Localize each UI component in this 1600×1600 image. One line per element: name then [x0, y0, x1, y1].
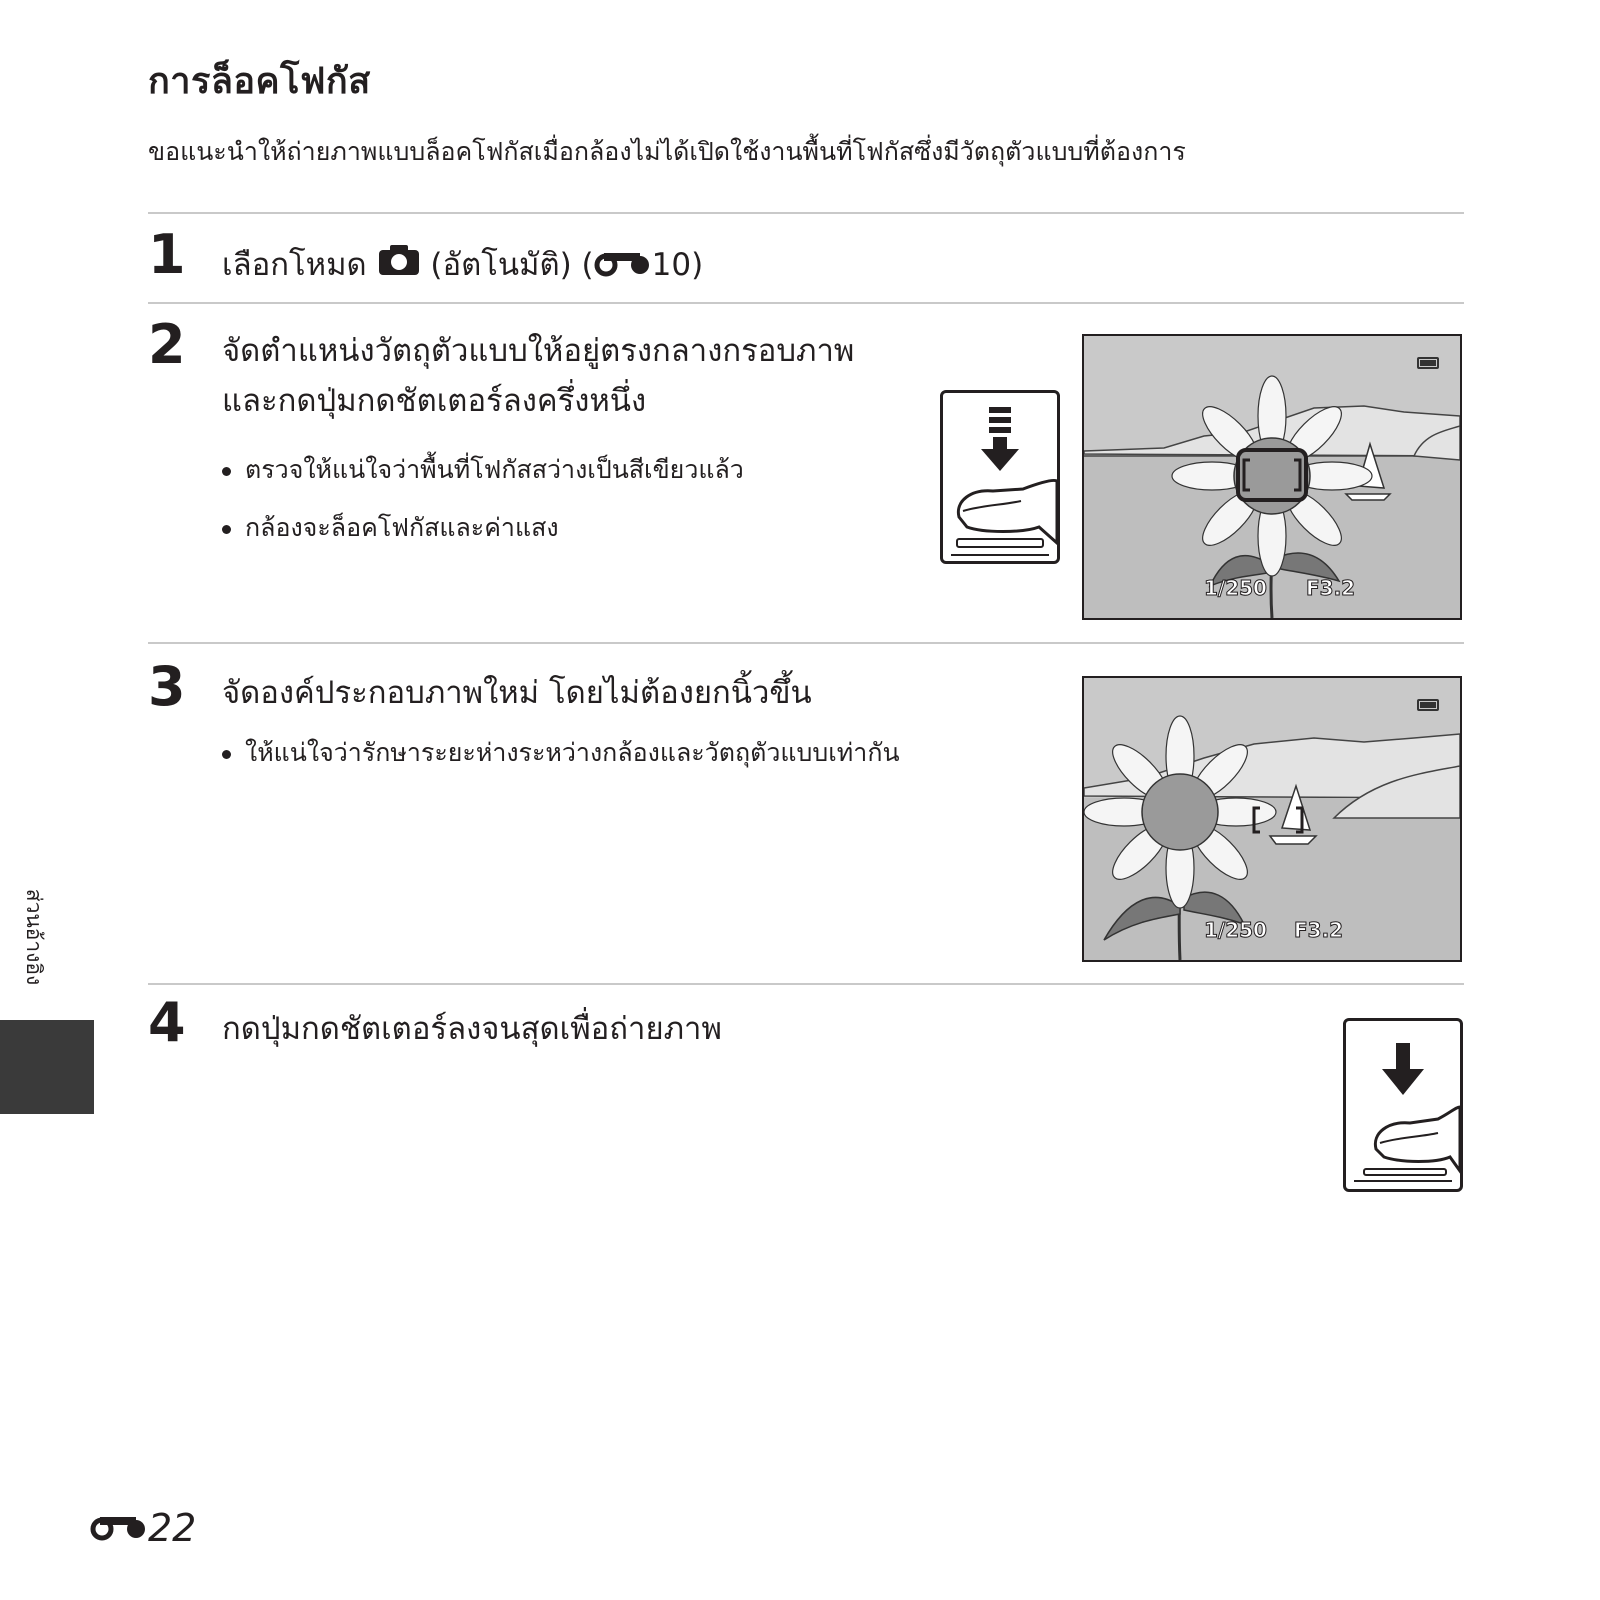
lcd-aperture: F3.2: [1306, 576, 1356, 600]
divider: [148, 642, 1464, 644]
camera-lcd-recompose: [1082, 676, 1462, 962]
step-2-bullet-1: [222, 450, 744, 490]
step-2-number: 2: [148, 313, 186, 376]
step-3-text: [222, 668, 812, 718]
step-1-text-b: (อัตโนมัติ) (: [430, 247, 594, 283]
page-number: [90, 1506, 196, 1550]
step-1-text-a: เลือกโหมด: [222, 247, 367, 283]
step-3-number: 3: [148, 655, 186, 718]
shutter-full-press-icon: [1343, 1018, 1463, 1192]
step-2-bullet-1-text: ตรวจให้แน่ใจว่าพื้นที่โฟกัสสว่างเป็นสีเขียวแล้ว: [245, 455, 744, 484]
step-3-line-1: จัดองค์ประกอบภาพใหม่ โดยไม่ต้องยกนิ้วขึ้น: [222, 675, 812, 711]
camera-icon: [377, 242, 421, 292]
divider: [148, 983, 1464, 985]
step-2-text: [222, 326, 854, 426]
lcd-aperture: F3.2: [1294, 918, 1344, 942]
bullet-dot: [222, 750, 231, 759]
intro-text: ขอแนะนำให้ถ่ายภาพแบบล็อคโฟกัสเมื่อกล้องไม่ได้เปิดใช้งานพื้นที่โฟกัสซึ่งมีวัตถุตัวแบบที่ต้องการ: [148, 137, 1186, 166]
step-1-text-c: 10): [651, 247, 704, 283]
step-1-number: 1: [148, 223, 186, 286]
step-4-text: [222, 1004, 722, 1054]
step-2-bullet-2-text: กล้องจะล็อคโฟกัสและค่าแสง: [245, 513, 559, 542]
step-1-text: [222, 240, 703, 292]
step-2-line-2: และกดปุ่มกดชัตเตอร์ลงครึ่งหนึ่ง: [222, 383, 647, 419]
section-tab-marker: [0, 1020, 94, 1114]
step-3-bullet-1-text: ให้แน่ใจว่ารักษาระยะห่างระหว่างกล้องและวัตถุตัวแบบเท่ากัน: [245, 738, 900, 767]
step-4-line-1: กดปุ่มกดชัตเตอร์ลงจนสุดเพื่อถ่ายภาพ: [222, 1011, 722, 1047]
lcd-shutter-speed: 1/250: [1204, 576, 1267, 600]
lcd-shutter-speed: 1/250: [1204, 918, 1267, 942]
page-title: การล็อคโฟกัส: [148, 61, 371, 102]
step-2-bullet-2: [222, 508, 559, 548]
divider: [148, 212, 1464, 214]
divider: [148, 302, 1464, 304]
bullet-dot: [222, 525, 231, 534]
page-number-value: 22: [148, 1506, 197, 1550]
step-2-line-1: จัดตำแหน่งวัตถุตัวแบบให้อยู่ตรงกลางกรอบภาพ: [222, 333, 855, 369]
shutter-half-press-icon: [940, 390, 1060, 564]
reference-icon: [594, 242, 652, 292]
section-side-label: ส่วนอ้างอิง: [22, 888, 46, 986]
bullet-dot: [222, 467, 231, 476]
reference-icon: [90, 1506, 148, 1550]
step-4-number: 4: [148, 991, 186, 1054]
camera-lcd-preview: [1082, 334, 1462, 620]
step-3-bullet-1: [222, 733, 900, 773]
